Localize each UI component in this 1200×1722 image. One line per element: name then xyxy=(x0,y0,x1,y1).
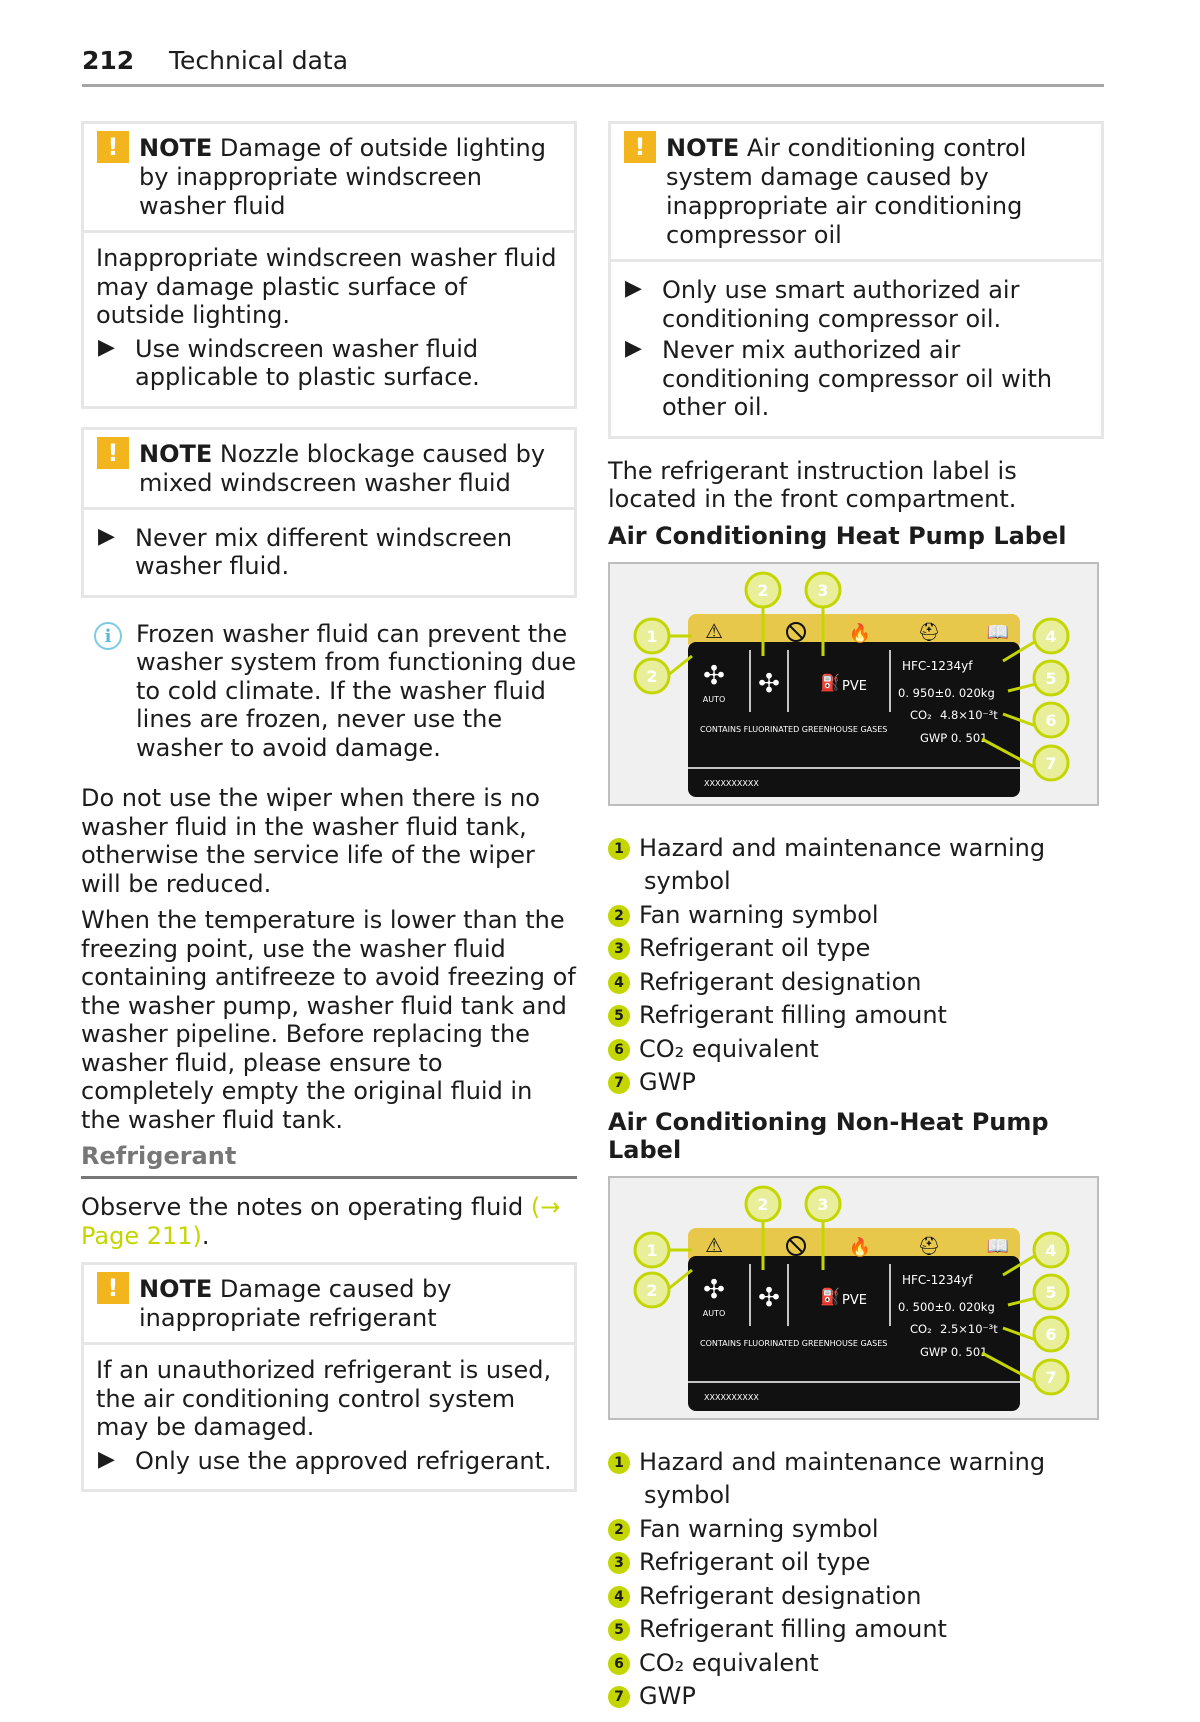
legend-text: Refrigerant filling amount xyxy=(639,1001,947,1029)
co2-label: CO₂ xyxy=(910,707,932,722)
heat-pump-heading: Air Conditioning Heat Pump Label xyxy=(608,521,1067,550)
triangle-bullet-icon: ▶ xyxy=(625,336,642,361)
svg-text:6: 6 xyxy=(1045,1324,1057,1344)
svg-text:7: 7 xyxy=(1045,753,1057,773)
page-link[interactable]: (→ Page 211) xyxy=(81,1193,561,1250)
warning-icon: ! xyxy=(97,1272,129,1304)
legend-text-wrap: symbol xyxy=(644,1481,731,1509)
page-title: Technical data xyxy=(169,46,349,75)
hazard-warning-icon: ⚠ xyxy=(705,618,723,643)
note-label: NOTE xyxy=(139,1275,213,1303)
bullet-text: Only use smart authorized air conditioning compressor oil. xyxy=(662,276,1020,333)
note-header xyxy=(611,124,1101,262)
oil-type-text: PVE xyxy=(842,1292,867,1308)
note-header xyxy=(84,1265,574,1345)
legend-number: 6 xyxy=(608,1039,630,1061)
bullet-item xyxy=(96,524,562,581)
legend-item xyxy=(608,966,1104,1000)
svg-text:1: 1 xyxy=(646,626,658,646)
note-refrigerant xyxy=(81,1262,577,1492)
svg-text:AUTO: AUTO xyxy=(702,1308,726,1318)
label-illustration xyxy=(610,1178,1101,1422)
observe-period: . xyxy=(201,1221,210,1250)
svg-text:4: 4 xyxy=(1045,1240,1057,1260)
gas-type-text: HFC-1234yf xyxy=(902,1272,973,1287)
hazard-warning-icon: ⚠ xyxy=(705,1232,723,1257)
page-header xyxy=(82,44,1104,87)
note-label: NOTE xyxy=(139,439,213,468)
note-nozzle-blockage xyxy=(81,427,577,598)
legend-text: CO₂ equivalent xyxy=(639,1648,819,1677)
legend-item xyxy=(608,1647,1104,1681)
svg-text:3: 3 xyxy=(817,1194,829,1214)
note-body xyxy=(84,233,574,406)
note-label: NOTE xyxy=(666,134,740,162)
non-heat-pump-label-figure xyxy=(608,1176,1099,1420)
legend-item xyxy=(608,932,1104,966)
flame-icon: 🔥 xyxy=(848,1236,872,1258)
bullet-text: Never mix authorized air conditioning compressor oil with other oil. xyxy=(662,336,1053,421)
legend-text: Refrigerant designation xyxy=(639,967,922,996)
legend-text: Refrigerant oil type xyxy=(639,1548,871,1576)
heat-pump-legend xyxy=(608,832,1104,1100)
co2-equivalent-text: 2.5×10⁻³t xyxy=(940,1321,998,1336)
legend-item xyxy=(608,1680,1104,1714)
fan-icon: ✣ xyxy=(703,660,725,691)
legend-number: 7 xyxy=(608,1686,630,1708)
bullet-text: Use windscreen washer fluid applicable to plastic surface. xyxy=(135,334,480,391)
legend-number: 1 xyxy=(608,1452,630,1474)
note-label: NOTE xyxy=(139,134,213,162)
note-text: Inappropriate windscreen washer fluid may damage plastic surface of outside lighting. xyxy=(96,244,557,329)
svg-text:7: 7 xyxy=(1045,1367,1057,1387)
note-compressor-oil xyxy=(608,121,1104,439)
svg-text:5: 5 xyxy=(1045,1282,1057,1302)
bullet-item xyxy=(623,336,1089,422)
legend-item xyxy=(608,1513,1104,1547)
note-body xyxy=(611,262,1101,436)
info-text: Frozen washer fluid can prevent the washer system from functioning due to cold climate. If the washer fluid lines are frozen, never use the washer to avoid damage. xyxy=(136,619,577,762)
observe-notes xyxy=(81,1193,577,1250)
warning-icon: ! xyxy=(97,131,129,163)
observe-text: Observe the notes on operating fluid xyxy=(81,1193,524,1221)
non-heat-pump-heading: Air Conditioning Non-Heat Pump Label xyxy=(608,1107,1049,1164)
oil-can-icon: ⛽ xyxy=(820,672,840,692)
svg-text:AUTO: AUTO xyxy=(702,694,726,704)
svg-text:3: 3 xyxy=(817,580,829,600)
legend-text: Refrigerant oil type xyxy=(639,934,871,962)
legend-item xyxy=(608,1613,1104,1647)
legend-text: Refrigerant designation xyxy=(639,1581,922,1610)
co2-equivalent-text: 4.8×10⁻³t xyxy=(940,707,998,722)
page-number: 212 xyxy=(82,46,135,75)
filling-amount-text: 0. 500±0. 020kg xyxy=(898,1299,995,1314)
bullet-text: Only use the approved refrigerant. xyxy=(135,1446,552,1475)
triangle-bullet-icon: ▶ xyxy=(98,334,115,360)
legend-number: 1 xyxy=(608,838,630,860)
legend-item xyxy=(608,1580,1104,1614)
serial-text: XXXXXXXXXX xyxy=(704,1392,759,1402)
note-body xyxy=(84,1345,574,1489)
manual-book-icon: 📖 xyxy=(986,1235,1010,1257)
note-header xyxy=(84,124,574,233)
legend-item xyxy=(608,1546,1104,1580)
legend-text: Refrigerant filling amount xyxy=(639,1615,947,1643)
greenhouse-text: CONTAINS FLUORINATED GREENHOUSE GASES xyxy=(700,1338,888,1348)
greenhouse-text: CONTAINS FLUORINATED GREENHOUSE GASES xyxy=(700,724,888,734)
wiper-paragraph: Do not use the wiper when there is no washer fluid in the washer fluid tank, otherwise the service life of the wiper will be reduced. xyxy=(81,784,540,898)
gas-type-text: HFC-1234yf xyxy=(902,658,973,673)
svg-text:2: 2 xyxy=(646,1280,658,1300)
note-text: If an unauthorized refrigerant is used, the air conditioning control system may be damaged. xyxy=(96,1356,552,1441)
legend-text: Hazard and maintenance warning xyxy=(639,1447,1046,1476)
legend-text: GWP xyxy=(639,1682,696,1710)
legend-number: 7 xyxy=(608,1072,630,1094)
legend-text-wrap: symbol xyxy=(644,867,731,895)
note-title: Air conditioning control system damage caused by inappropriate air conditioning compressor oil xyxy=(666,134,1027,249)
legend-number: 5 xyxy=(608,1005,630,1027)
warning-icon: ! xyxy=(97,437,129,469)
heat-pump-label-figure xyxy=(608,562,1099,806)
antifreeze-paragraph: When the temperature is lower than the freezing point, use the washer fluid containing antifreeze to avoid freezing of the washer pump, washer fluid tank and washer pipeline. Before replacing the washer fluid, please ensure to completely empty the original fluid in the washer fluid tank. xyxy=(81,906,576,1134)
bullet-text: Never mix different windscreen washer fluid. xyxy=(135,523,513,580)
legend-text: Hazard and maintenance warning xyxy=(639,833,1046,862)
note-title: Damage of outside lighting by inappropriate windscreen washer fluid xyxy=(139,134,546,220)
legend-item xyxy=(608,899,1104,933)
service-person-icon: ⛑ xyxy=(917,621,941,643)
info-icon: i xyxy=(94,622,122,650)
legend-number: 4 xyxy=(608,972,630,994)
legend-item xyxy=(608,832,1104,899)
fan-warning-icon: ✣ xyxy=(758,1282,780,1313)
left-column xyxy=(81,121,577,1510)
triangle-bullet-icon: ▶ xyxy=(98,1446,115,1472)
svg-text:2: 2 xyxy=(757,580,769,600)
legend-number: 3 xyxy=(608,938,630,960)
triangle-bullet-icon: ▶ xyxy=(625,276,642,301)
note-outside-lighting xyxy=(81,121,577,409)
legend-item xyxy=(608,999,1104,1033)
legend-text: GWP xyxy=(639,1068,696,1096)
note-body xyxy=(84,510,574,595)
legend-item xyxy=(608,1033,1104,1067)
fan-warning-icon: ✣ xyxy=(758,668,780,699)
bullet-item xyxy=(96,335,562,392)
svg-text:5: 5 xyxy=(1045,668,1057,688)
fan-icon: ✣ xyxy=(703,1274,725,1305)
oil-type-text: PVE xyxy=(842,678,867,694)
filling-amount-text: 0. 950±0. 020kg xyxy=(898,685,995,700)
legend-text: CO₂ equivalent xyxy=(639,1034,819,1063)
info-frozen-fluid xyxy=(81,616,577,763)
warning-icon: ! xyxy=(624,131,656,163)
bullet-item xyxy=(623,276,1089,333)
flame-icon: 🔥 xyxy=(848,622,872,644)
gwp-text: GWP 0. 501 xyxy=(920,1344,988,1359)
legend-number: 2 xyxy=(608,905,630,927)
label-illustration xyxy=(610,564,1101,808)
manual-book-icon: 📖 xyxy=(986,621,1010,643)
legend-item xyxy=(608,1066,1104,1100)
legend-number: 6 xyxy=(608,1653,630,1675)
legend-item xyxy=(608,1446,1104,1513)
note-header xyxy=(84,430,574,510)
gwp-text: GWP 0. 501 xyxy=(920,730,988,745)
legend-text: Fan warning symbol xyxy=(639,1514,879,1543)
co2-label: CO₂ xyxy=(910,1321,932,1336)
svg-text:2: 2 xyxy=(757,1194,769,1214)
refrigerant-heading: Refrigerant xyxy=(81,1142,577,1179)
note-title: Damage caused by inappropriate refrigerant xyxy=(139,1275,452,1332)
right-column xyxy=(608,121,1104,1722)
non-heat-pump-legend xyxy=(608,1446,1104,1714)
svg-text:1: 1 xyxy=(646,1240,658,1260)
svg-text:4: 4 xyxy=(1045,626,1057,646)
svg-text:6: 6 xyxy=(1045,710,1057,730)
bullet-item xyxy=(96,1447,562,1476)
svg-text:2: 2 xyxy=(646,666,658,686)
legend-text: Fan warning symbol xyxy=(639,900,879,929)
triangle-bullet-icon: ▶ xyxy=(98,523,115,549)
service-person-icon: ⛑ xyxy=(917,1235,941,1257)
legend-number: 3 xyxy=(608,1552,630,1574)
note-title: Nozzle blockage caused by mixed windscreen washer fluid xyxy=(139,439,546,497)
legend-number: 5 xyxy=(608,1619,630,1641)
serial-text: XXXXXXXXXX xyxy=(704,778,759,788)
label-location-text: The refrigerant instruction label is located in the front compartment. xyxy=(608,456,1017,513)
legend-number: 4 xyxy=(608,1586,630,1608)
oil-can-icon: ⛽ xyxy=(820,1286,840,1306)
legend-number: 2 xyxy=(608,1519,630,1541)
